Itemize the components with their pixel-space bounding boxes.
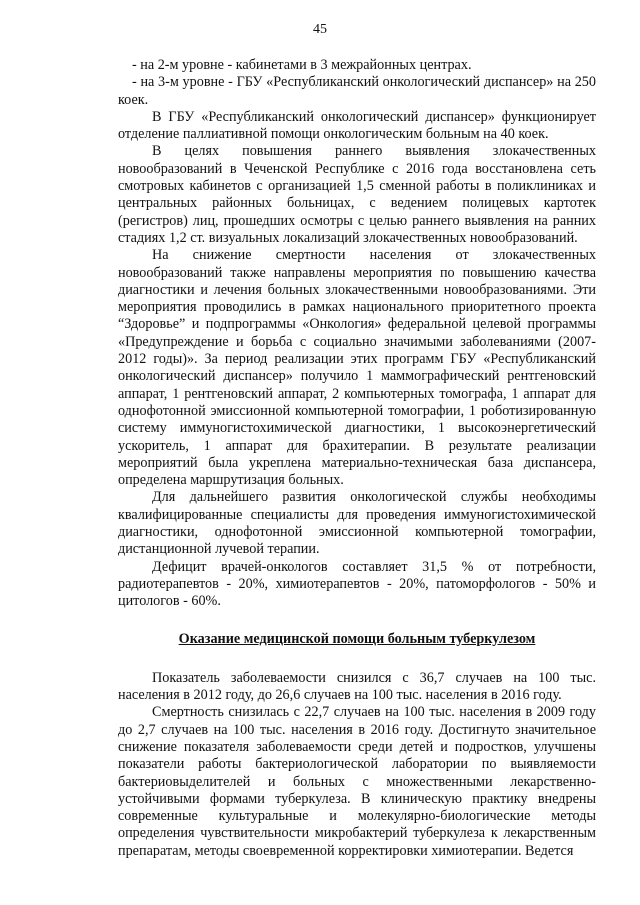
paragraph: Показатель заболеваемости снизился с 36,7 случаев на 100 тыс. населения в 2012 году, до 26,6 случаев на 100 тыс. населения в 2016 году.	[118, 669, 596, 704]
paragraph: Смертность снизилась с 22,7 случаев на 100 тыс. населения в 2009 году до 2,7 случаев на 100 тыс. населения в 2016 году. Достигнуто значительное снижение показателя заболеваемости среди детей и подростков, улучшены показатели работы бактериологической лаборатории по выявляемости бактериовыделителей и больных с множественными лекарственно-устойчивыми формами туберкулеза. В клиническую практику внедрены современные культуральные и молекулярно-биологические методы определения чувствительности микробактерий туберкулеза к лекарственным препаратам, методы своевременной корректировки химиотерапии. Ведется	[118, 704, 596, 859]
page-content	[118, 57, 596, 860]
section-title: Оказание медицинской помощи больным туберкулезом	[178, 630, 536, 647]
paragraph: Дефицит врачей-онкологов составляет 31,5 % от потребности, радиотерапевтов - 20%, химиотерапевтов - 20%, патоморфологов - 50% и цитологов - 60%.	[118, 558, 596, 610]
paragraph: В ГБУ «Республиканский онкологический диспансер» функционирует отделение паллиативной помощи онкологическим больным на 40 коек.	[118, 108, 596, 143]
paragraph: В целях повышения раннего выявления злокачественных новообразований в Чеченской Республике с 2016 года восстановлена сеть смотровых кабинетов с организацией 1,5 сменной работы в поликлиниках и центральных районных больницах, с ведением полицевых картотек (регистров) лиц, прошедших осмотры с целью раннего выявления на ранних стадиях 1,2 ст. визуальных локализаций злокачественных новообразований.	[118, 143, 596, 246]
bullet-item: - на 2-м уровне - кабинетами в 3 межрайонных центрах.	[132, 57, 472, 73]
paragraph: На снижение смертности населения от злокачественных новообразований также направлены мероприятия по повышению качества диагностики и лечения больных злокачественными новообразованиями. Эти мероприятия проводились в рамках национального приоритетного проекта “Здоровье” и подпрограммы «Онкология» федеральной целевой программы «Предупреждение и борьба с социально значимыми заболеваниями (2007-2012 годы)». За период реализации этих программ ГБУ «Республиканский онкологический диспансер» получило 1 маммографический рентгеновский аппарат, 1 рентгеновский аппарат, 2 компьютерных томографа, 1 аппарат для однофотонной эмиссионной компьютерной томографии, 1 роботизированную систему иммуногистохимической диагностики, 1 высокоэнергетический ускоритель, 1 аппарат для брахитерапии. В результате реализации мероприятий была укреплена материально-техническая база диспансера, определена маршрутизация больных.	[118, 247, 596, 489]
paragraph: Для дальнейшего развития онкологической службы необходимы квалифицированные специалисты для проведения иммуногистохимической диагностики, однофотонной эмиссионной компьютерной томографии, дистанционной лучевой терапии.	[118, 489, 596, 558]
page-number: 45	[313, 22, 327, 37]
bullet-item: - на 3-м уровне - ГБУ «Республиканский онкологический диспансер» на 250 коек.	[118, 74, 596, 108]
